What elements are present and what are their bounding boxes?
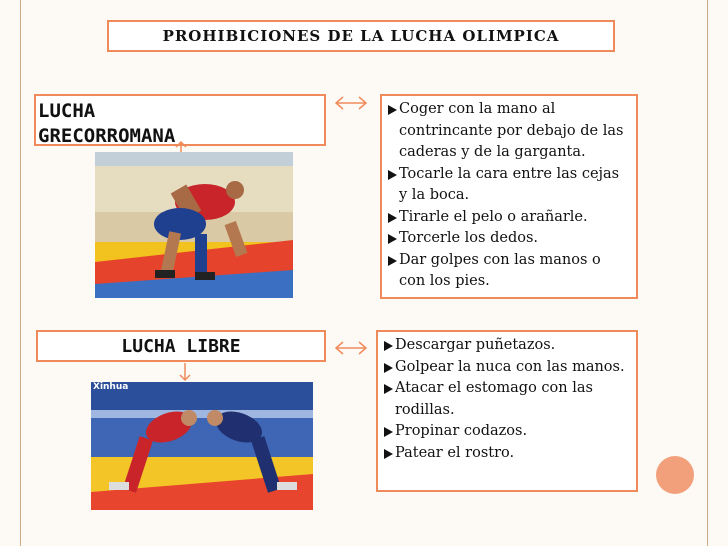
- rule-item: Golpear la nuca con las manos.: [384, 357, 630, 379]
- rule-item: Descargar puñetazos.: [384, 335, 630, 357]
- rule-item: Tirarle el pelo o arañarle.: [388, 207, 630, 229]
- rule-item: Dar golpes con las manos o con los pies.: [388, 250, 630, 293]
- double-arrow-icon: [334, 341, 368, 355]
- label-line-2: GRECORROMANA: [38, 125, 176, 147]
- down-arrow-icon: [178, 362, 192, 382]
- rule-item: Atacar el estomago con las rodillas.: [384, 378, 630, 421]
- label-lucha-grecorromana: [34, 94, 326, 146]
- rule-item: Tocarle la cara entre las cejas y la boca.: [388, 164, 630, 207]
- lucha-libre-rules-list: [376, 330, 638, 492]
- photo-watermark: Xinhua: [93, 382, 129, 392]
- slide-title: PROHIBICIONES DE LA LUCHA OLIMPICA: [107, 20, 615, 52]
- label-lucha-libre: LUCHA LIBRE: [36, 330, 326, 362]
- label-line-1: LUCHA: [38, 100, 96, 122]
- grecorromana-photo: [95, 152, 293, 298]
- decorative-circle: [656, 456, 694, 494]
- rule-item: Torcerle los dedos.: [388, 228, 630, 250]
- rule-item: Coger con la mano al contrincante por debajo de las caderas y de la garganta.: [388, 99, 630, 164]
- left-frame-line: [20, 0, 21, 546]
- grecorromana-rules-list: [380, 94, 638, 299]
- right-frame-line: [707, 0, 708, 546]
- rule-item: Patear el rostro.: [384, 443, 630, 465]
- lucha-libre-photo: [91, 382, 313, 510]
- rule-item: Propinar codazos.: [384, 421, 630, 443]
- double-arrow-icon: [334, 96, 368, 110]
